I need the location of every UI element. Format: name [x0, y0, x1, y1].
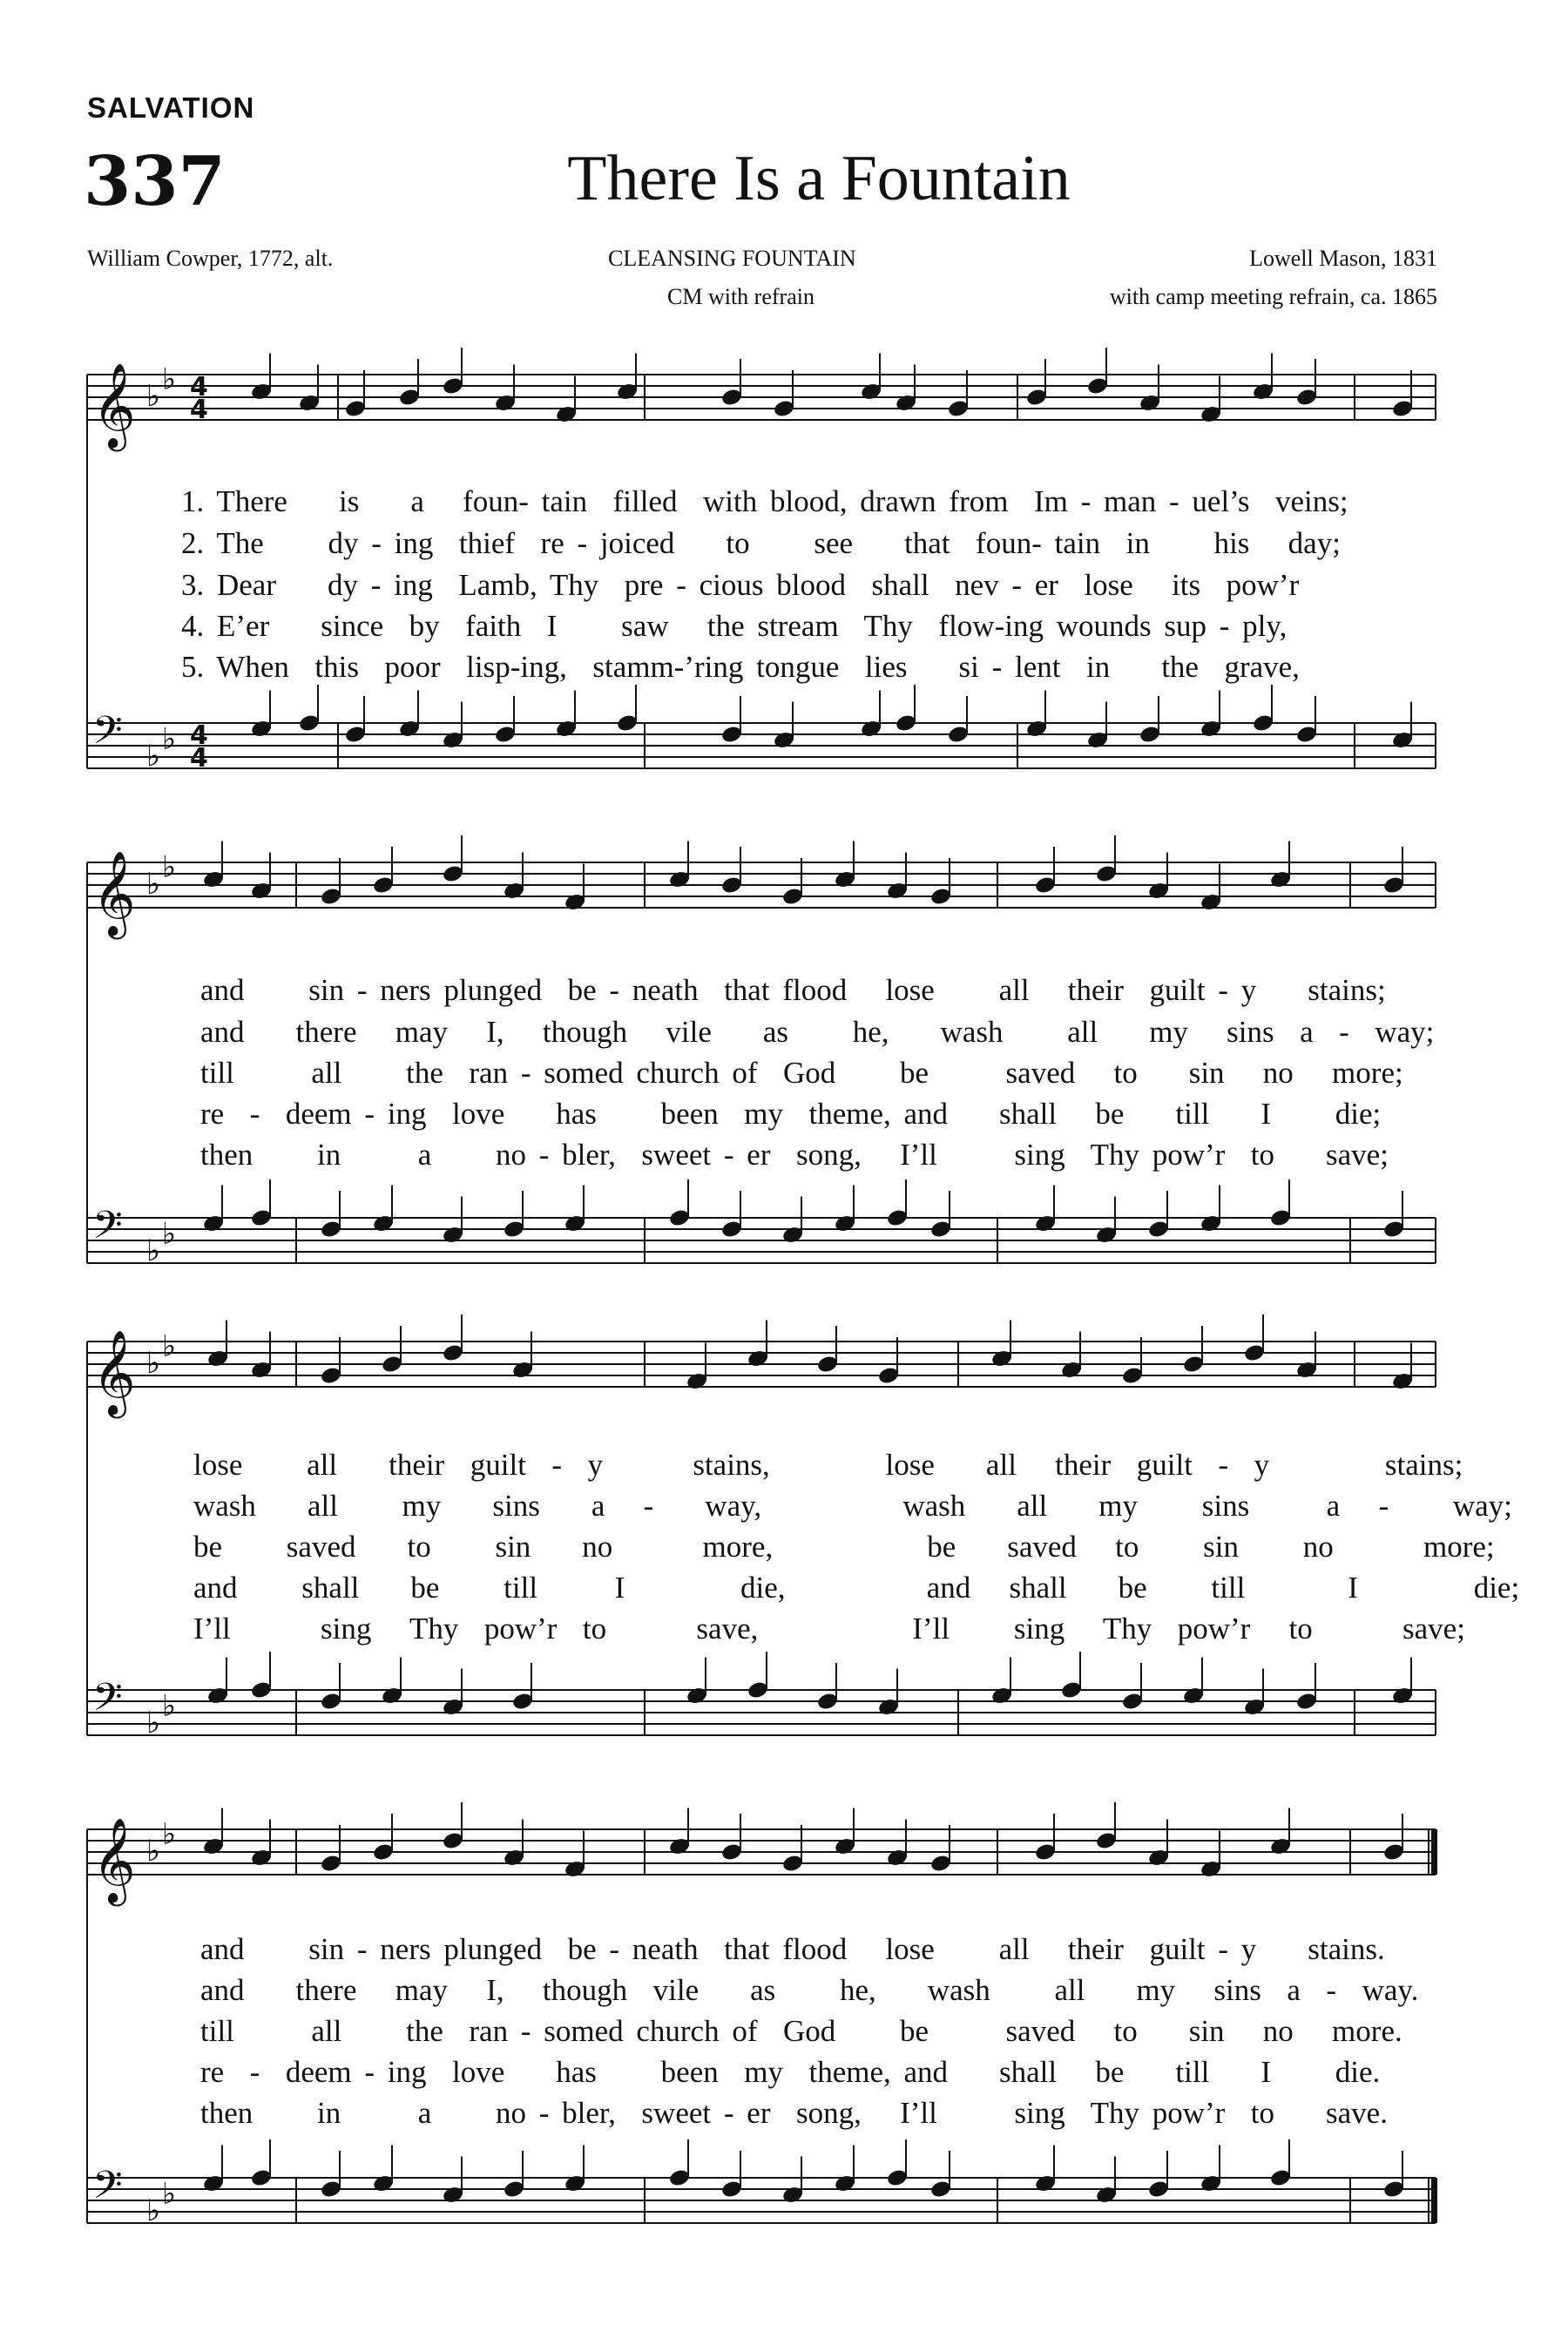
- flat-icon: ♭: [146, 1834, 161, 1869]
- time-signature-digit: 4: [190, 372, 208, 402]
- lyric-line: 5. When this poor lisp-ing, stamm-’ring tongue lies si - lent in the grave,: [181, 650, 1300, 684]
- composer-credit: Lowell Mason, 1831: [1249, 246, 1437, 271]
- tune-name: CLEANSING FOUNTAIN: [608, 246, 856, 271]
- flat-icon: ♭: [162, 721, 177, 757]
- arrangement-credit: with camp meeting refrain, ca. 1865: [1109, 284, 1437, 309]
- flat-icon: ♭: [146, 1233, 161, 1268]
- treble-clef-icon: 𝄞: [92, 362, 136, 448]
- hymn-number: 337: [84, 142, 226, 221]
- flat-icon: ♭: [146, 2193, 161, 2228]
- lyric-line: 2. The dy - ing thief re - joiced to see that foun- tain in his day;: [181, 526, 1341, 560]
- lyric-line: 3. Dear dy - ing Lamb, Thy pre - cious blood shall nev - er lose its pow’r: [181, 568, 1300, 602]
- lyric-line: 4. E’er since by faith I saw the stream Thy flow-ing wounds sup - ply,: [181, 609, 1288, 643]
- lyric-line: then in a no - bler, sweet - er song, I’ll sing Thy pow’r to save.: [200, 2096, 1388, 2130]
- flat-icon: ♭: [146, 1706, 161, 1740]
- flat-icon: ♭: [162, 1328, 177, 1364]
- flat-icon: ♭: [162, 362, 177, 397]
- flat-icon: ♭: [146, 1346, 161, 1381]
- flat-icon: ♭: [146, 379, 161, 414]
- lyric-line: and sin - ners plunged be - neath that flood lose all their guilt - y stains.: [200, 1932, 1385, 1966]
- treble-clef-icon: 𝄞: [92, 850, 136, 936]
- lyric-line: be saved to sin no more, be saved to sin no more;: [193, 1530, 1495, 1564]
- lyric-line: till all the ran - somed church of God be saved to sin no more.: [200, 2014, 1402, 2048]
- lyric-line: I’ll sing Thy pow’r to save, I’ll sing Thy pow’r to save;: [193, 1612, 1465, 1646]
- text-author-credit: William Cowper, 1772, alt.: [87, 246, 334, 271]
- lyric-line: and shall be till I die, and shall be till I die;: [193, 1571, 1520, 1605]
- bass-clef-icon: 𝄢: [92, 1202, 123, 1257]
- flat-icon: ♭: [162, 2176, 177, 2212]
- lyric-line: wash all my sins a - way, wash all my sins a - way;: [193, 1489, 1512, 1523]
- flat-icon: ♭: [162, 1216, 177, 1252]
- lyric-line: lose all their guilt - y stains, lose all their guilt - y stains;: [193, 1448, 1463, 1482]
- lyric-line: re - deem - ing love has been my theme, and shall be till I die;: [200, 1097, 1382, 1131]
- lyric-line: and there may I, though vile as he, wash all my sins a - way.: [200, 1973, 1419, 2007]
- time-signature-digit: 4: [190, 395, 208, 425]
- bass-clef-icon: 𝄢: [92, 1674, 123, 1729]
- bass-clef-icon: 𝄢: [92, 2162, 123, 2217]
- treble-clef-icon: 𝄞: [92, 1817, 136, 1903]
- treble-clef-icon: 𝄞: [92, 1329, 136, 1415]
- meter: CM with refrain: [667, 284, 814, 309]
- hymn-title: There Is a Fountain: [567, 143, 1071, 214]
- flat-icon: ♭: [146, 867, 161, 902]
- flat-icon: ♭: [162, 1688, 177, 1724]
- time-signature-digit: 4: [190, 743, 208, 774]
- lyric-line: then in a no - bler, sweet - er song, I’ll sing Thy pow’r to save;: [200, 1138, 1389, 1172]
- bass-clef-icon: 𝄢: [92, 707, 123, 762]
- final-bar-thick: [1431, 1829, 1437, 1875]
- time-signature-digit: 4: [190, 720, 208, 751]
- final-bar-thick: [1431, 2178, 1437, 2223]
- section-heading: SALVATION: [87, 91, 255, 124]
- lyric-line: till all the ran - somed church of God be saved to sin no more;: [200, 1056, 1403, 1090]
- lyric-line: and there may I, though vile as he, wash all my sins a - way;: [200, 1015, 1435, 1049]
- lyric-line: re - deem - ing love has been my theme, and shall be till I die.: [200, 2055, 1381, 2089]
- flat-icon: ♭: [162, 1816, 177, 1852]
- lyric-line: 1. There is a foun- tain filled with blood, drawn from Im - man - uel’s veins;: [181, 484, 1348, 518]
- flat-icon: ♭: [146, 739, 161, 774]
- lyric-line: and sin - ners plunged be - neath that flood lose all their guilt - y stains;: [200, 973, 1386, 1007]
- flat-icon: ♭: [162, 849, 177, 885]
